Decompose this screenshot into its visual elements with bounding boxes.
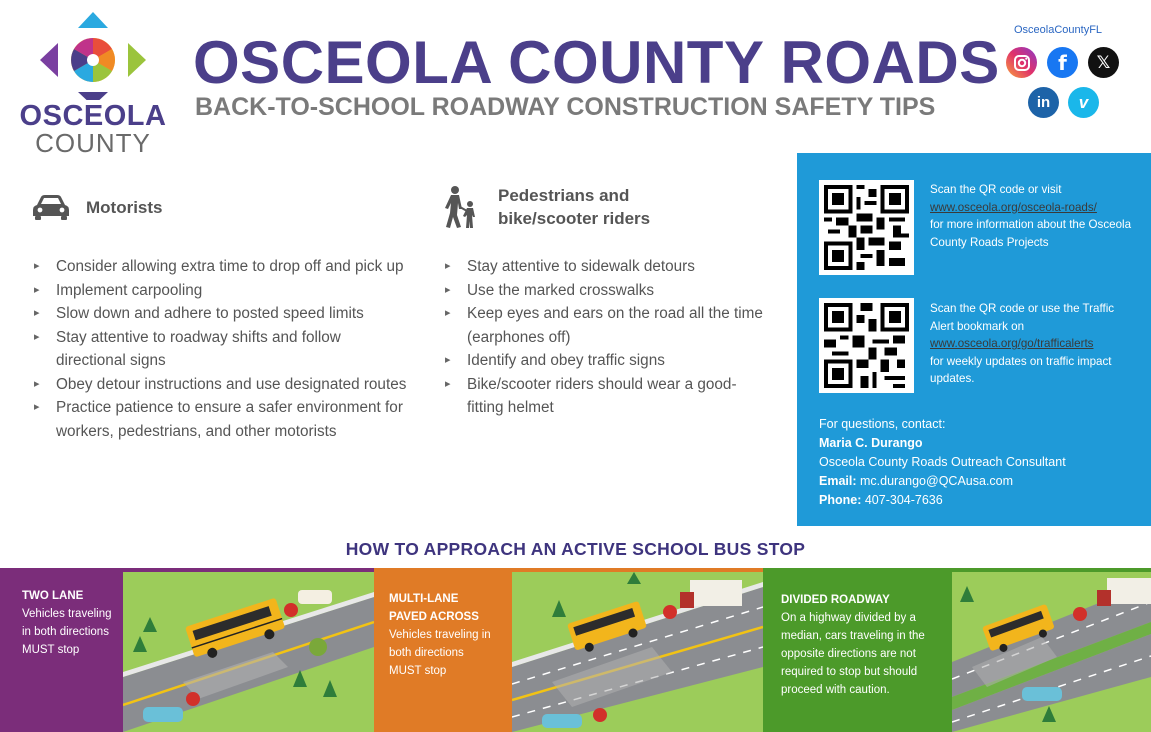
case-text: Vehicles traveling in both directions MUST stop <box>389 629 491 677</box>
social-handle[interactable]: OsceolaCountyFL <box>1014 24 1103 36</box>
linkedin-icon[interactable]: in <box>1028 87 1059 118</box>
x-icon[interactable]: 𝕏 <box>1088 47 1119 78</box>
qr1-text-intro: Scan the QR code or visit <box>930 183 1062 196</box>
qr-code-roads-icon[interactable] <box>819 180 914 275</box>
list-item: ▸ Practice patience to ensure a safer environment for workers, pedestrians, and other motorists <box>32 396 412 443</box>
contact-block <box>819 415 1066 510</box>
case-title: TWO LANE <box>22 590 84 602</box>
email-label: Email: <box>819 474 857 488</box>
motorists-title: Motorists <box>86 197 163 217</box>
case-two-lane <box>0 568 374 732</box>
pedestrians-tips-list <box>443 255 763 420</box>
logo-emblem-icon <box>18 10 168 100</box>
contact-email[interactable]: mc.durango@QCAusa.com <box>860 474 1014 488</box>
roads-link[interactable]: www.osceola.org/osceola-roads/ <box>930 200 1097 214</box>
phone-label: Phone: <box>819 493 862 507</box>
qr2-text-more: for weekly updates on traffic impact updates. <box>930 354 1112 385</box>
case-multi-lane-label <box>389 590 499 680</box>
traffic-alerts-link[interactable]: www.osceola.org/go/trafficalerts <box>930 337 1094 350</box>
qr-code-traffic-alerts-icon[interactable] <box>819 298 914 393</box>
logo-line-county: COUNTY <box>35 128 151 158</box>
bus-stop-heading: HOW TO APPROACH AN ACTIVE SCHOOL BUS STOP <box>345 539 806 559</box>
car-icon <box>32 193 70 221</box>
case-title: DIVIDED ROADWAY <box>781 594 890 606</box>
multi-lane-illustration <box>512 572 763 732</box>
page-subtitle: BACK-TO-SCHOOL ROADWAY CONSTRUCTION SAFETY TIPS <box>195 93 936 121</box>
osceola-county-logo <box>18 10 168 158</box>
page-title: OSCEOLA COUNTY ROADS <box>193 29 1000 96</box>
case-multi-lane <box>374 568 763 732</box>
list-item: ▸ Obey detour instructions and use designated routes <box>32 373 412 397</box>
two-lane-illustration <box>123 572 374 732</box>
list-item: ▸ Identify and obey traffic signs <box>443 349 763 373</box>
instagram-icon[interactable] <box>1006 47 1037 78</box>
motorists-header <box>32 193 163 221</box>
pedestrians-title-line1: Pedestrians and <box>498 186 630 205</box>
list-item: ▸ Consider allowing extra time to drop off and pick up <box>32 255 412 279</box>
list-item: ▸ Implement carpooling <box>32 279 412 303</box>
contact-phone[interactable]: 407-304-7636 <box>864 493 943 507</box>
info-panel <box>797 153 1151 526</box>
list-item: ▸ Keep eyes and ears on the road all the time (earphones off) <box>443 302 763 349</box>
contact-intro: For questions, contact: <box>819 417 946 431</box>
qr2-description <box>930 300 1140 388</box>
case-text: On a highway divided by a median, cars traveling in the opposite directions are not required to stop but should proceed with caution. <box>781 612 925 696</box>
divided-roadway-illustration <box>952 572 1151 732</box>
pedestrian-icon <box>443 185 481 229</box>
list-item: ▸ Slow down and adhere to posted speed limits <box>32 302 412 326</box>
logo-line-osceola: OSCEOLA <box>19 100 167 132</box>
facebook-icon[interactable]: f <box>1047 47 1078 78</box>
contact-role: Osceola County Roads Outreach Consultant <box>819 455 1066 469</box>
list-item: ▸ Stay attentive to sidewalk detours <box>443 255 763 279</box>
case-two-lane-label <box>22 587 117 659</box>
vimeo-icon[interactable]: v <box>1068 87 1099 118</box>
qr1-description <box>930 181 1140 251</box>
list-item: ▸ Bike/scooter riders should wear a good-fitting helmet <box>443 373 763 420</box>
case-divided-roadway-label <box>781 591 939 699</box>
list-item: ▸ Use the marked crosswalks <box>443 279 763 303</box>
list-item: ▸ Stay attentive to roadway shifts and follow directional signs <box>32 326 412 373</box>
case-text: Vehicles traveling in both directions MUST stop <box>22 608 112 656</box>
contact-name: Maria C. Durango <box>819 436 923 450</box>
case-divided-roadway <box>763 568 1151 732</box>
pedestrians-header <box>443 184 650 230</box>
qr1-text-more: for more information about the Osceola County Roads Projects <box>930 218 1132 249</box>
qr2-text-intro: Scan the QR code or use the Traffic Alert bookmark on <box>930 302 1115 333</box>
motorists-tips-list <box>32 255 412 443</box>
case-title: MULTI-LANE PAVED ACROSS <box>389 593 479 623</box>
pedestrians-title-line2: bike/scooter riders <box>498 209 651 228</box>
